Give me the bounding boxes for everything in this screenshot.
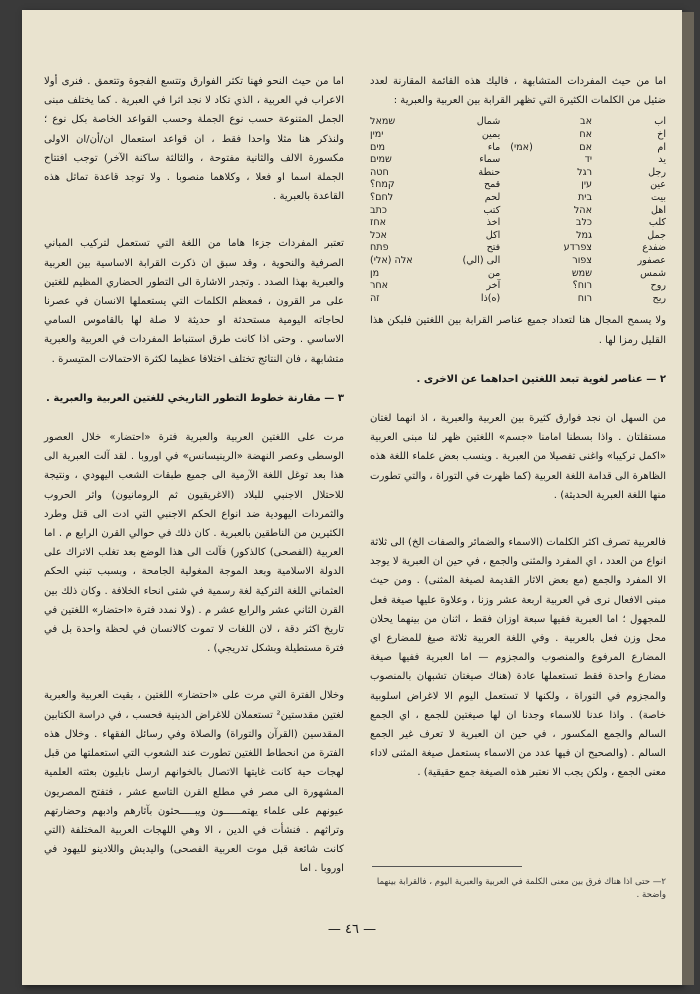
hebrew-word: אח xyxy=(579,129,592,140)
arabic-word: بيت xyxy=(651,191,666,203)
arabic-word: عصفور xyxy=(637,254,666,266)
hebrew-word: שמש xyxy=(571,267,592,279)
hebrew-variant xyxy=(500,242,533,255)
arabic-word-2: (ه)ذا xyxy=(480,292,501,304)
comparison-row xyxy=(370,116,666,129)
comparison-row xyxy=(370,129,666,142)
hebrew-variant xyxy=(500,255,533,268)
comparison-row xyxy=(370,142,666,155)
comparison-row xyxy=(370,154,666,167)
arabic-word: اب xyxy=(654,116,666,128)
arabic-word: رجل xyxy=(648,166,666,178)
hebrew-word-2: מן xyxy=(370,267,380,279)
arabic-word-2: من xyxy=(487,267,501,279)
footnote: ٢— حتى اذا هناك فرق بين معنى الكلمة في العربية والعبرية اليوم ، فالقرابة بينهما واضحة . xyxy=(376,877,666,900)
hebrew-word-2: חטה xyxy=(370,166,389,178)
hebrew-word-2: לחם؟ xyxy=(370,191,394,203)
hebrew-word: צפרדע xyxy=(563,242,592,254)
section-3-heading: ٣ — مقارنة خطوط التطور التاريخي للغتين العربية والعبرية . xyxy=(46,392,344,404)
hebrew-variant xyxy=(500,205,533,218)
hebrew-variant xyxy=(500,129,533,142)
left-paragraph-1: اما من حيث النحو فهنا تكثر الفوارق وتتسع الفجوة وتتعمق . فنرى أولا الاعراب في العربية ، الذي تكاد لا نجد اثرا في العبرية . كما يختلف مبنى الجمل المتنوعة حسب نوع الجملة وحسب القواعد الخاصة بكل نوع ؛ ولنذكر هنا مثلا واحدا فقط ، ان قواعد استعمال ان/أن/ان الاولى مكسورة الالف والثانية مفتوحة ، والثالثة ساكنة الآخر) توجب افتتاح الجملة اسما او فعلا ، وكلاهما منصوبا . ولا توجد قاعدة تماثل هذه القاعدة بالعبرية . xyxy=(44,76,344,203)
hebrew-word: אם xyxy=(579,141,592,153)
hebrew-word-2: שמים xyxy=(370,154,392,166)
arabic-word-2: حنطة xyxy=(478,166,501,178)
hebrew-variant xyxy=(500,280,533,293)
hebrew-variant xyxy=(500,230,533,243)
arabic-word: يد xyxy=(658,154,666,166)
arabic-word-2: لحم xyxy=(484,191,501,203)
hebrew-word-2: קמח؟ xyxy=(370,179,395,191)
arabic-word: اخ xyxy=(657,129,666,140)
arabic-word: ضفدع xyxy=(642,242,666,254)
arabic-word: ام xyxy=(657,141,666,153)
arabic-word-2: الى (الي) xyxy=(462,254,501,266)
book-page xyxy=(22,10,682,985)
hebrew-word: אב xyxy=(580,116,592,128)
comparison-row xyxy=(370,205,666,218)
arabic-word: شمس xyxy=(640,267,666,279)
section-2-paragraph-1: من السهل ان نجد فوارق كثيرة بين العربية والعبرية ، اذ انهما لغتان مستقلتان . واذا بسطنا امامنا «جسم» اللغتين ظهر لنا مبنى العربية «اكمل تركيبا» واغنى تفصيلا من العبرية . وينسب بعض علماء اللغة هذه الظاهرة الى قدامة اللغة العربية (كما ظهرت في التوراة ، والتي تطورت منها اللغة العبرية الحديثة) . xyxy=(370,412,666,501)
hebrew-variant xyxy=(500,167,533,180)
hebrew-variant xyxy=(500,293,533,306)
page-edge xyxy=(682,12,694,985)
arabic-word-2: قمح xyxy=(483,179,501,191)
arabic-word: عين xyxy=(650,179,666,191)
comparison-row xyxy=(370,280,666,293)
hebrew-word: אהל xyxy=(573,204,592,216)
hebrew-word-2: אחר xyxy=(370,280,389,292)
hebrew-variant xyxy=(500,217,533,230)
hebrew-word-2: אחז xyxy=(370,217,387,229)
arabic-word-2: اكل xyxy=(485,229,501,241)
hebrew-word-2: שמאל xyxy=(370,116,396,128)
hebrew-word-2: מים xyxy=(370,141,386,153)
left-paragraph-3: مرت على اللغتين العربية والعبرية فترة «احتضار» خلال العصور الوسطى وعصر النهضة «الرينيسانس» في اوروبا . لقد آلت العبرية الى هذا بعد توغل اللغة الآرمية الى جميع طبقات الشعب اليهودي ، ونتيجة للاحتلال الاجنبي للبلاد (الاغريقيون ثم الرومانيون) واثر الحروب والثمردات اليهودية ضد انواع الحكم الاجنبي التي ادت الى قتل وطرد الكثيرين من الناطقين بالعبرية . كان ذلك في حوالي القرن الرابع م . اما العربية (الفصحى) كالذكور) فآلت الى هذا الوضع بعد تغلب الاتراك على الدولة الاسلامية وبعد الموجة المغولية الجامحة ، وبسبب تبني الحكم العثماني اللغة التركية لغة رسمية في شتى انحاء الخلافة . وكان ذلك بين القرن الثاني عشر والرابع عشر م . (ولا نمدد فترة «احتضار» اللغتين في تاريخ اكثر دقة ، لان اللغات لا تموت كالانسان في لحظة واحدة بل في فترة مستطيلة وبشكل تدريجي) . xyxy=(44,432,344,655)
after-table-paragraph: ولا يسمح المجال هنا لتعداد جميع عناصر القرابة بين اللغتين فلبكن هذا القليل رمزا لها . xyxy=(370,315,666,346)
footnote-divider xyxy=(372,866,522,867)
arabic-word: جمل xyxy=(647,229,666,241)
hebrew-word: צפור xyxy=(572,254,592,266)
comparison-table xyxy=(370,116,666,305)
comparison-row xyxy=(370,293,666,306)
hebrew-word: בית xyxy=(578,191,592,203)
hebrew-word-2: זה xyxy=(370,292,380,304)
hebrew-word: רוח؟ xyxy=(572,280,592,292)
comparison-row xyxy=(370,179,666,192)
comparison-row xyxy=(370,230,666,243)
comparison-row xyxy=(370,255,666,268)
hebrew-word: רגל xyxy=(577,166,592,178)
hebrew-word-2: פתח xyxy=(370,242,389,254)
comparison-row xyxy=(370,268,666,281)
arabic-word: روح xyxy=(650,280,666,292)
intro-paragraph: اما من حيث المفردات المتشابهة ، فاليك هذه القائمة المقارنة لعدد ضئيل من الكلمات الكثيرة التي تظهر القرابة بين العربية والعبرية : xyxy=(370,76,666,107)
comparison-row xyxy=(370,167,666,180)
hebrew-word: רוח xyxy=(577,292,592,304)
arabic-word: اهل xyxy=(651,204,666,216)
arabic-word-2: شمال xyxy=(476,116,501,128)
page-number: — ٤٦ — xyxy=(327,922,377,937)
hebrew-word: עין xyxy=(581,179,592,191)
section-2-heading: ٢ — عناصر لغوية تبعد اللغتين احداهما عن الاخرى . xyxy=(416,373,666,385)
hebrew-word-2: אלה (אלי) xyxy=(370,254,413,266)
hebrew-variant xyxy=(500,192,533,205)
left-paragraph-2: تعتبر المفردات جزءا هاما من اللغة التي تستعمل لتركيب المباني الصرفية والنحوية ، وقد سبق ان ذكرت القرابة الاساسية بين العربية والعبرية بهذا الصدد . وتجدر الاشارة الى التطور الحضاري المظيم للغتين على مر القرون ، فمعظم الكلمات التي يستعملها الانسان في عصرنا لحاجاته اليومية مستحدثة او حديثة لا صلة لها بالقاموس السامي الاساسي . وحتى اذا كانت طرق استنباط المفردات في العربية والعبرية متشابهة ، فان النتائج تختلف اختلافا عظيما لكثرة الاحتمالات المتيسرة . xyxy=(44,238,344,365)
arabic-word-2: اخذ xyxy=(486,217,501,229)
hebrew-variant xyxy=(500,268,533,281)
arabic-word: ريح xyxy=(652,292,666,304)
comparison-row xyxy=(370,217,666,230)
right-column xyxy=(370,72,666,783)
hebrew-word-2: ימין xyxy=(370,129,384,140)
comparison-row xyxy=(370,192,666,205)
hebrew-word-2: אכל xyxy=(370,229,387,241)
hebrew-variant xyxy=(500,154,533,167)
hebrew-variant: (אמי) xyxy=(510,141,533,153)
comparison-row xyxy=(370,242,666,255)
left-paragraph-4: وخلال الفترة التي مرت على «احتضار» اللغتين ، بقيت العربية والعبرية لغتين مقدستين² تستعملان للاغراض الدينية فحسب ، في دراسة الكتابين المقدسين (القرآن والتوراة) والصلاة وفي رسائل الفقهاء . وخلال هذه الفترة من انحطاط اللغتين تطورت عند الشعوب التي استعملتها من قبل لهجات حية كانت غايتها الاتصال بالخوانهم ارسل نابليون بعثته العلمية المشهورة الى مصر في مطلع القرن التاسع عشر ، فتفتح المصريون عيونهم على علماء يهتمــــــون ويبـــــحثون بآثارهم وادبهم وحضارتهم وتراثهم . فنشأت في الدين ، الا وهي اللهجات العربية المختلفة (التي كانت شائعة قبل موت العربية الفصحى) واليديش واللادينو لليهود في اوروبا . اما xyxy=(44,690,344,875)
hebrew-word-2: כתב xyxy=(370,204,387,216)
section-2-paragraph-2: فالعربية تصرف اكثر الكلمات (الاسماء والضمائر والصفات الخ) الى ثلاثة انواع من العدد ، اي المفرد والمثنى والجمع ، في حين ان العبرية لا يوجد الا المفرد والجمع (مع بعض الاثار القديمة لصيغة المثنى) . ومن حيث مبنى الافعال نرى في العربية اربعة عشر وزنا ، وعلاوة عليها صيغة فعل للمجهول ؛ اما العبرية ففيها سبعة اوزان فقط ، اثنان من بينهما يحلان محل وزن فعل بالعربية . وفي اللغة العربية ثلاثة صيغ للمضارع اي المضارع المرفوع والمنصوب والمجزوم — اما العبرية ففيها صيغة مضارع واحدة فقط تستعملها عادة (هناك صيغتان تشبهان بالمنصوب والمجزوم في التوراة ، ولكنها لا تستعمل اليوم الا لاغراض اسلوبية خاصة) . واذا عدنا للاسماء وجدنا ان لها صيغتين للجمع ، اي الجمع السالم والجمع المكسور ، في حين ان العبرية لا تعرف غير الجمع السالم . (والصحيح ان فيها عدد من الاسماء يستعمل صيغة المثنى لاداء معنى الجمع ، ولكن يجب الا نعتبر هذه الصيغة جمع حقيقية) . xyxy=(370,536,666,779)
arabic-word-2: سماء xyxy=(479,154,501,166)
arabic-word-2: آخر xyxy=(486,280,501,292)
hebrew-word: יד xyxy=(584,154,592,166)
arabic-word-2: كتب xyxy=(483,204,501,216)
hebrew-word: כלב xyxy=(575,217,592,229)
left-column xyxy=(44,72,344,879)
arabic-word: كلب xyxy=(648,217,666,229)
arabic-word-2: ماء xyxy=(487,141,501,153)
hebrew-variant xyxy=(500,179,533,192)
hebrew-variant xyxy=(500,116,533,129)
arabic-word-2: فتح xyxy=(486,242,501,254)
arabic-word-2: يمين xyxy=(481,129,501,140)
hebrew-word: גמל xyxy=(576,229,592,241)
